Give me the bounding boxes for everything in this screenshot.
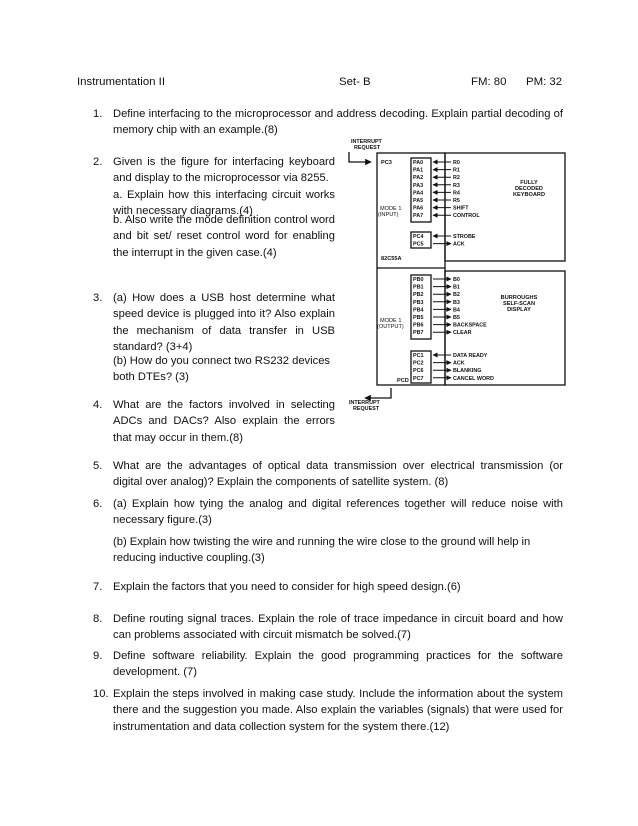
pc-bottom-pin: PC7 (413, 375, 424, 382)
interrupt-top-label: REQUEST (354, 145, 381, 151)
port-b-pin: PB0 (413, 277, 424, 283)
display-signal: B2 (453, 292, 460, 299)
question-number: 10. (93, 688, 109, 700)
question-number: 8. (93, 613, 103, 625)
keyboard-title: DECODED (515, 186, 543, 192)
display-signal: CLEAR (453, 330, 472, 337)
keyboard-signal: R4 (453, 190, 460, 197)
port-b-pin: PB3 (413, 299, 424, 306)
display-signal: B1 (453, 284, 460, 291)
keyboard-strobe-signal: STROBE (453, 234, 476, 240)
question-number: 3. (93, 292, 103, 304)
display-control-signal: ACK (453, 360, 465, 367)
question-number: 6. (93, 498, 103, 510)
question-number: 7. (93, 581, 103, 593)
question-3b: (b) How do you connect two RS232 devices both DTEs? (3) (113, 355, 331, 384)
question-text: What are the factors involved in selecting ADCs and DACs? Also explain the errors that may occur in them.(8) (113, 399, 335, 444)
display-signal: B5 (453, 315, 460, 321)
interrupt-top-label: INTERRUPT (351, 139, 382, 145)
question-text: What are the advantages of optical data transmission over electrical transmission (or digital over analog)? Explain the components of satellite system. (8) (113, 460, 563, 489)
display-signal: B0 (453, 277, 460, 283)
pc3-label: PC3 (381, 160, 392, 166)
port-b-pin: PB7 (413, 330, 424, 337)
keyboard-title: KEYBOARD (512, 192, 546, 198)
question-2a: a. Explain how this interfacing circuit works with necessary diagrams.(4) (113, 189, 335, 218)
question-text: Define interfacing to the microprocessor and address decoding. Explain partial decoding of memory chip with an example.(8) (113, 108, 563, 137)
keyboard-strobe-signal: ACK (453, 241, 465, 248)
keyboard-signal: R5 (453, 198, 460, 204)
pc-bottom-pin: PC1 (413, 353, 424, 359)
question-number: 9. (93, 650, 103, 662)
keyboard-title: FULLY (520, 180, 538, 186)
keyboard-signal: CONTROL (453, 213, 480, 220)
keyboard-signal: R2 (453, 175, 460, 182)
port-b-pin: PB6 (413, 322, 424, 329)
question-text: Define routing signal traces. Explain the role of trace impedance in circuit board and how can problems associated with circuit mismatch be solved.(7) (113, 613, 563, 642)
display-title: BURROUGHS (500, 295, 538, 301)
interrupt-bottom-label: INTERRUPT (349, 400, 380, 406)
question-number: 5. (93, 460, 103, 472)
keyboard-signal: R0 (453, 160, 460, 166)
pc-bottom-pin: PC2 (413, 360, 424, 367)
keyboard-signal: R1 (453, 167, 460, 174)
question-text: Explain the factors that you need to consider for high speed design.(6) (113, 581, 461, 593)
chip-label: 82C55A (381, 256, 402, 262)
display-control-signal: BLANKING (453, 368, 482, 375)
display-signal: B3 (453, 299, 460, 306)
display-signal: BACKSPACE (453, 322, 487, 329)
display-control-signal: DATA READY (453, 353, 488, 359)
pcd-label: PCD (397, 378, 409, 384)
question-text: Explain the steps involved in making case study. Include the information about the system there and the suggestion you made. Also explain the variables (signals) that were used for instrumentation and data collection system for the system there.(12) (113, 688, 563, 733)
port-a-pin: PA3 (413, 182, 424, 189)
pc-top-pin: PC5 (413, 241, 424, 248)
port-a-pin: PA1 (413, 167, 424, 174)
question-number: 4. (93, 399, 103, 411)
question-2b: b. Also write the mode definition control word and bit set/ reset control word for enabling the interrupt in the given case.(4) (113, 214, 336, 259)
mode-output-label: MODE 1 (380, 318, 402, 324)
question-text: (a) Explain how tying the analog and digital references together will reduce noise with necessary figure.(3) (113, 498, 563, 527)
port-a-pin: PA7 (413, 213, 424, 220)
interfacing-figure (345, 136, 570, 416)
port-a-pin: PA0 (413, 160, 424, 166)
port-a-pin: PA4 (413, 190, 424, 197)
mode-output-label: (OUTPUT) (377, 324, 404, 330)
keyboard-signal: R3 (453, 182, 460, 189)
question-6b: (b) Explain how twisting the wire and running the wire close to the ground will help in reducing inductive coupling.(3) (113, 536, 531, 565)
mode-input-label: (INPUT) (378, 212, 399, 218)
question-text: Given is the figure for interfacing keyboard and display to the microprocessor via 8255. (113, 156, 335, 185)
port-b-pin: PB5 (413, 315, 424, 321)
port-a-pin: PA2 (413, 175, 424, 182)
port-b-pin: PB2 (413, 292, 424, 299)
set-label: Set- B (339, 76, 371, 88)
question-number: 1. (93, 108, 103, 120)
display-control-signal: CANCEL WORD (453, 375, 494, 382)
port-b-pin: PB4 (413, 307, 424, 314)
interrupt-bottom-label: REQUEST (353, 406, 380, 412)
port-a-pin: PA5 (413, 198, 424, 204)
keyboard-signal: SHIFT (453, 205, 469, 212)
question-number: 2. (93, 156, 103, 168)
display-title: SELF-SCAN (502, 301, 536, 307)
full-marks: FM: 80 (471, 76, 507, 88)
question-text: Define software reliability. Explain the good programming practices for the software development. (7) (113, 650, 563, 679)
pass-marks: PM: 32 (526, 76, 563, 88)
display-signal: B4 (453, 307, 460, 314)
mode-input-label: MODE 1 (380, 206, 402, 212)
port-a-pin: PA6 (413, 205, 424, 212)
question-text: (a) How does a USB host determine what speed device is plugged into it? Also explain the mechanism of data transfer in USB standard? (3+4) (113, 292, 335, 354)
pc-bottom-pin: PC6 (413, 368, 424, 375)
pc-top-pin: PC4 (413, 234, 424, 240)
port-b-pin: PB1 (413, 284, 424, 291)
subject-title: Instrumentation II (77, 76, 166, 88)
display-title: DISPLAY (507, 307, 531, 313)
